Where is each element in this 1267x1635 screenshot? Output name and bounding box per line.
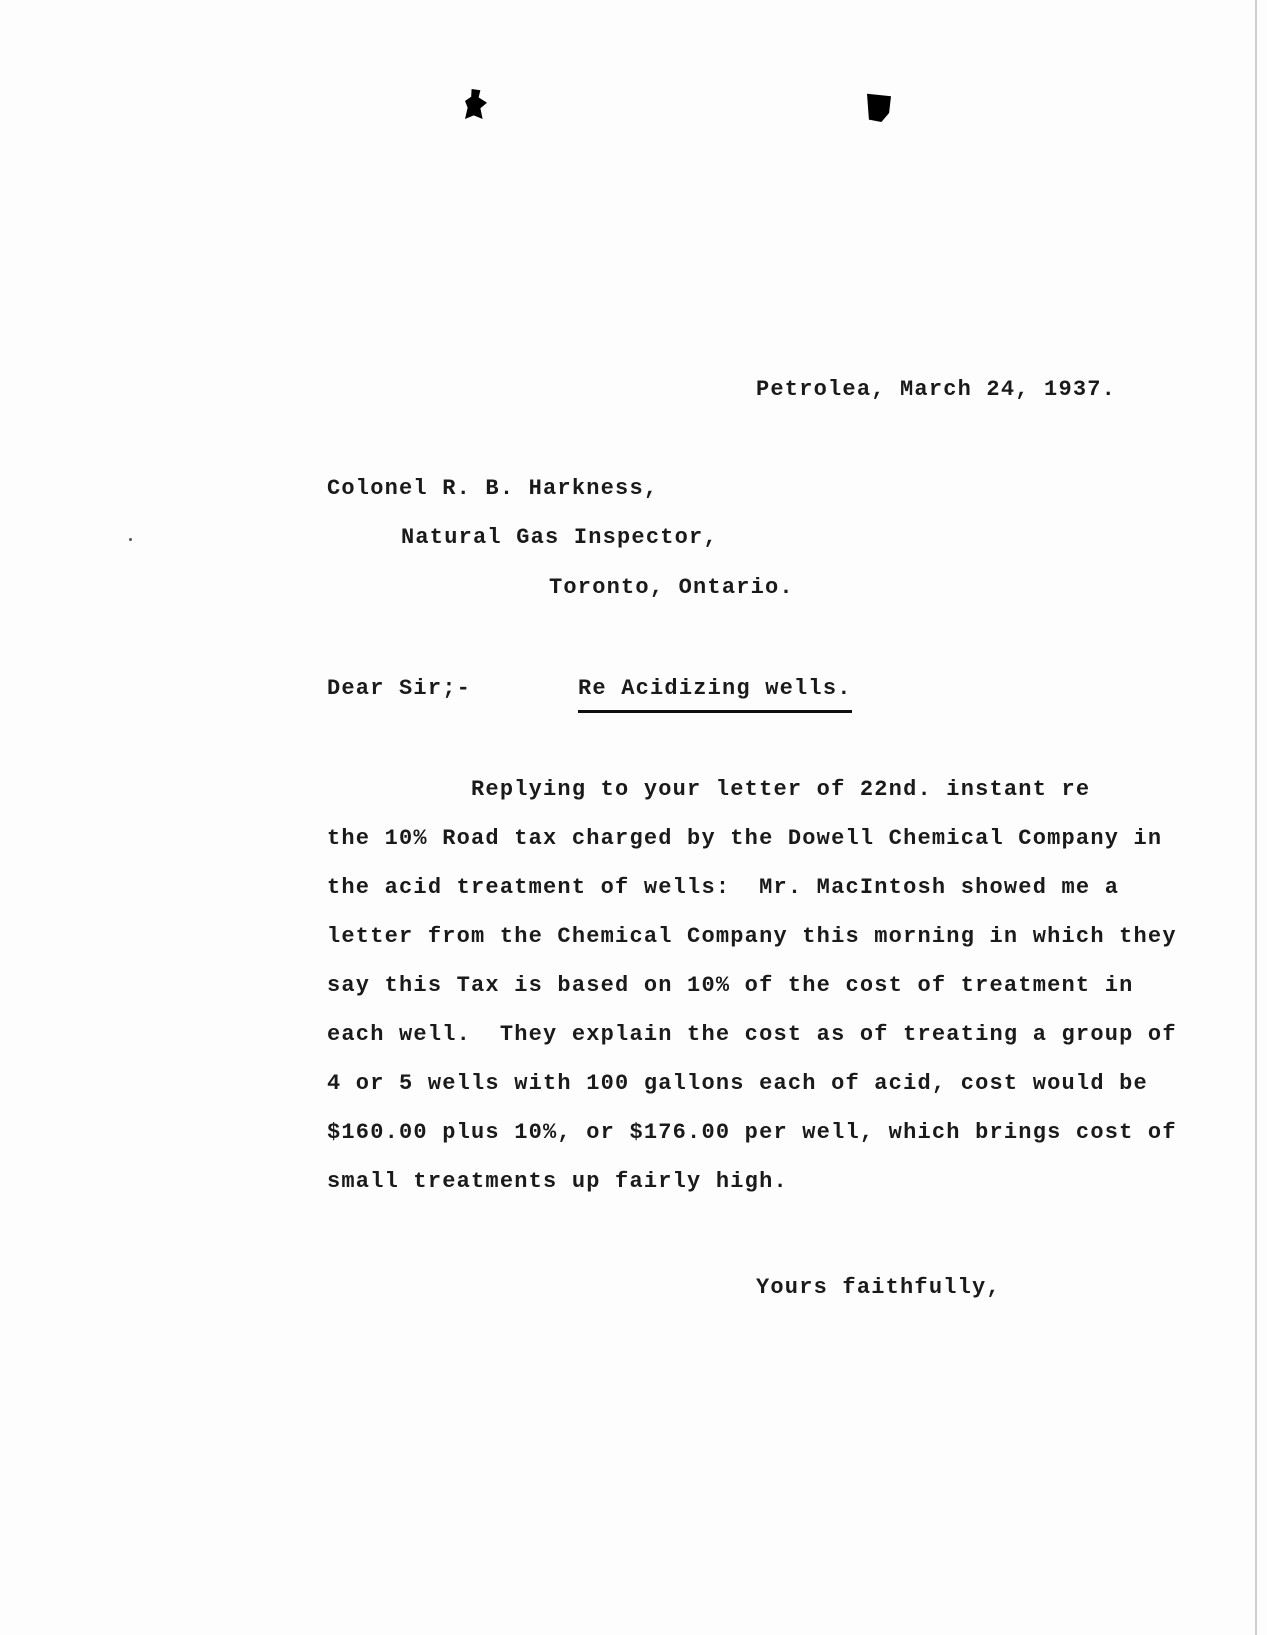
paper-speck (129, 538, 132, 541)
binder-punch-hole-left (465, 89, 487, 119)
recipient-title: Natural Gas Inspector, (401, 525, 718, 550)
recipient-location: Toronto, Ontario. (549, 575, 794, 600)
body-line: letter from the Chemical Company this morning in which they (327, 924, 1177, 949)
dateline: Petrolea, March 24, 1937. (756, 377, 1117, 402)
body-line: 4 or 5 wells with 100 gallons each of acid, cost would be (327, 1071, 1148, 1096)
body-line: the acid treatment of wells: Mr. MacIntosh showed me a (327, 875, 1120, 900)
subject-line: Re Acidizing wells. (578, 675, 852, 713)
body-line: the 10% Road tax charged by the Dowell Chemical Company in (327, 826, 1163, 851)
closing: Yours faithfully, (756, 1275, 1001, 1300)
recipient-name: Colonel R. B. Harkness, (327, 476, 659, 501)
body-line: Replying to your letter of 22nd. instant re (327, 777, 1091, 802)
page-edge-shadow (1255, 0, 1257, 1635)
body-line: $160.00 plus 10%, or $176.00 per well, which brings cost of (327, 1120, 1177, 1145)
body-line: say this Tax is based on 10% of the cost of treatment in (327, 973, 1134, 998)
body-line: small treatments up fairly high. (327, 1169, 788, 1194)
salutation: Dear Sir;- (327, 676, 472, 701)
binder-punch-hole-right (867, 92, 891, 122)
body-line: each well. They explain the cost as of treating a group of (327, 1022, 1177, 1047)
